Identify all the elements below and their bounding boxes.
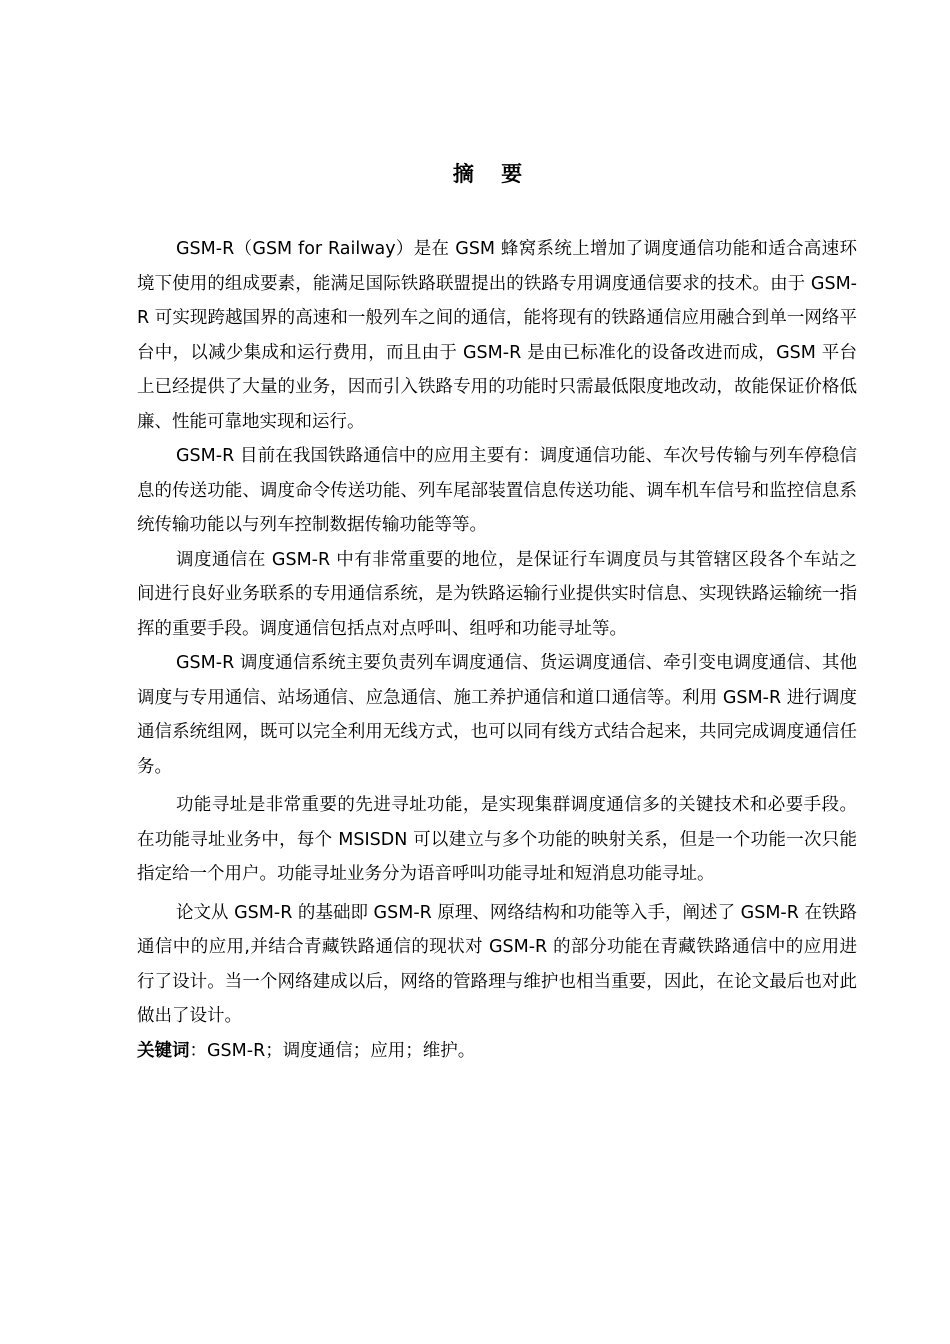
abstract-paragraph-1: GSM-R（GSM for Railway）是在 GSM 蜂窝系统上增加了调度通信功能和适合高速环境下使用的组成要素，能满足国际铁路联盟提出的铁路专用调度通信要求的技术。由于 GSM-R 可实现跨越国界的高速和一般列车之间的通信，能将现有的铁路通信应用融合到单一网络平台中，以减少集成和运行费用，而且由于 GSM-R 是由已标准化的设备改进而成，GSM 平台上已经提供了大量的业务，因而引入铁路专用的功能时只需最低限度地改动，故能保证价格低廉、性能可靠地实现和运行。 bbox=[137, 239, 857, 432]
abstract-body bbox=[137, 232, 857, 1068]
abstract-paragraph-4: GSM-R 调度通信系统主要负责列车调度通信、货运调度通信、牵引变电调度通信、其他调度与专用通信、站场通信、应急通信、施工养护通信和道口通信等。利用 GSM-R 进行调度通信系统组网，既可以完全利用无线方式，也可以同有线方式结合起来，共同完成调度通信任务。 bbox=[137, 653, 857, 777]
keywords-value: GSM-R；调度通信；应用；维护。 bbox=[207, 1040, 476, 1061]
keywords-label: 关键词 bbox=[137, 1040, 190, 1061]
abstract-paragraph-6: 论文从 GSM-R 的基础即 GSM-R 原理、网络结构和功能等入手，阐述了 GSM-R 在铁路通信中的应用,并结合青藏铁路通信的现状对 GSM-R 的部分功能在青藏铁路通信中的应用进行了设计。当一个网络建成以后，网络的管路理与维护也相当重要，因此，在论文最后也对此做出了设计。 bbox=[137, 902, 857, 1026]
page-title: 摘 要 bbox=[452, 162, 533, 186]
keywords-line bbox=[137, 1034, 857, 1069]
abstract-paragraph-3: 调度通信在 GSM-R 中有非常重要的地位，是保证行车调度员与其管辖区段各个车站之间进行良好业务联系的专用通信系统，是为铁路运输行业提供实时信息、实现铁路运输统一指挥的重要手段。调度通信包括点对点呼叫、组呼和功能寻址等。 bbox=[137, 549, 857, 639]
keywords-separator: ： bbox=[189, 1040, 207, 1061]
abstract-paragraph-2: GSM-R 目前在我国铁路通信中的应用主要有：调度通信功能、车次号传输与列车停稳信息的传送功能、调度命令传送功能、列车尾部装置信息传送功能、调车机车信号和监控信息系统传输功能以与列车控制数据传输功能等等。 bbox=[137, 446, 857, 535]
abstract-paragraph-5: 功能寻址是非常重要的先进寻址功能，是实现集群调度通信多的关键技术和必要手段。在功能寻址业务中，每个 MSISDN 可以建立与多个功能的映射关系，但是一个功能一次只能指定给一个用户。功能寻址业务分为语音呼叫功能寻址和短消息功能寻址。 bbox=[137, 795, 857, 884]
